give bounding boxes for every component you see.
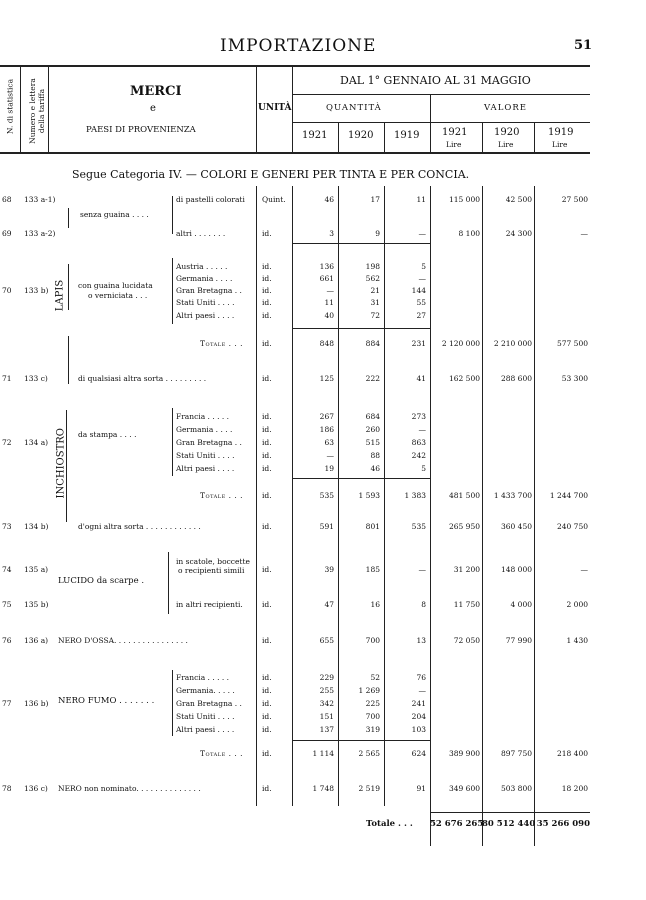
row-label: Altri paesi . . . . <box>176 311 235 320</box>
unit-cell: id. <box>262 712 272 721</box>
quantity-cell: 222 <box>365 374 380 383</box>
value-cell: 27 500 <box>561 195 588 204</box>
quantity-cell: 46 <box>324 195 334 204</box>
quantity-cell: 801 <box>365 522 380 531</box>
unit-cell: id. <box>262 451 272 460</box>
lire-label: Lire <box>446 140 462 149</box>
unit-cell: id. <box>262 749 272 758</box>
tariff-number: 134 a) <box>24 438 49 447</box>
unit-cell: id. <box>262 565 272 574</box>
stat-number: 73 <box>2 522 12 531</box>
quantity-cell: 41 <box>416 374 426 383</box>
quantity-cell: 535 <box>319 491 334 500</box>
year-v-1921: 1921 <box>442 127 468 138</box>
value-cell: 481 500 <box>448 491 480 500</box>
grand-total-label: Totale . . . <box>366 819 413 829</box>
year-q-1921: 1921 <box>302 130 328 141</box>
row-label: Gran Bretagna . . <box>176 438 242 447</box>
value-cell: 577 500 <box>556 339 588 348</box>
quantity-cell: 229 <box>319 673 334 682</box>
quantity-cell: 242 <box>411 451 426 460</box>
year-v-1920: 1920 <box>494 127 520 138</box>
lire-label: Lire <box>552 140 568 149</box>
quantity-cell: 39 <box>324 565 334 574</box>
row-label: Germania . . . . <box>176 274 233 283</box>
stat-number: 76 <box>2 636 12 645</box>
row-label: Stati Uniti . . . . <box>176 451 235 460</box>
unit-cell: id. <box>262 274 272 283</box>
value-cell: 288 600 <box>500 374 532 383</box>
quantity-cell: 267 <box>319 412 334 421</box>
year-v-1919: 1919 <box>548 127 574 138</box>
brace <box>172 670 173 736</box>
body-rule <box>384 186 385 806</box>
quantity-cell: 241 <box>411 699 426 708</box>
quantity-cell: 2 565 <box>358 749 380 758</box>
unit-cell: id. <box>262 464 272 473</box>
unit-cell: id. <box>262 339 272 348</box>
quantity-cell: 1 593 <box>358 491 380 500</box>
tariff-number: 134 b) <box>24 522 49 531</box>
header-divider <box>384 122 385 152</box>
unit-cell: id. <box>262 298 272 307</box>
quantity-cell: 8 <box>421 600 426 609</box>
unit-cell: id. <box>262 311 272 320</box>
quantity-cell: 91 <box>416 784 426 793</box>
quantity-cell: — <box>326 451 334 460</box>
col-tariff: Numero e lettera della tariffa <box>28 78 46 144</box>
brace <box>172 196 173 234</box>
label-lucido: LUCIDO da scarpe . <box>58 576 145 586</box>
body-rule <box>482 186 483 846</box>
row-label: Francia . . . . . <box>176 673 230 682</box>
quantity-cell: 198 <box>365 262 380 271</box>
quantity-cell: 273 <box>411 412 426 421</box>
unit-cell: Quint. <box>262 195 286 204</box>
value-cell: 4 000 <box>510 600 532 609</box>
unit-cell: id. <box>262 425 272 434</box>
col-quantita: QUANTITÀ <box>326 103 382 113</box>
quantity-cell: 1 269 <box>358 686 380 695</box>
page-title: IMPORTAZIONE <box>220 36 377 56</box>
header-divider <box>292 94 590 95</box>
row-label: in altri recipienti. <box>176 600 243 609</box>
value-cell: 389 900 <box>448 749 480 758</box>
value-cell: 240 750 <box>556 522 588 531</box>
tariff-number: 133 a-2) <box>24 229 56 238</box>
header-divider <box>430 94 431 152</box>
col-e: e <box>150 103 156 114</box>
tariff-number: 133 c) <box>24 374 48 383</box>
col-paesi: PAESI DI PROVENIENZA <box>86 125 196 135</box>
quantity-cell: 144 <box>411 286 426 295</box>
row-label: Francia . . . . . <box>176 412 230 421</box>
body-rule <box>338 186 339 806</box>
stat-number: 72 <box>2 438 12 447</box>
header-top-rule <box>0 65 590 67</box>
body-rule <box>292 186 293 806</box>
quantity-cell: 204 <box>411 712 426 721</box>
header-divider <box>48 67 49 152</box>
unit-cell: id. <box>262 262 272 271</box>
quantity-cell: 319 <box>365 725 380 734</box>
col-merci: MERCI <box>130 84 182 99</box>
unit-cell: id. <box>262 686 272 695</box>
subtotal-label: Totale . . . <box>200 491 244 500</box>
body-rule <box>256 186 257 806</box>
header-divider <box>292 122 590 123</box>
brace <box>68 264 69 310</box>
quantity-cell: 76 <box>416 673 426 682</box>
quantity-cell: — <box>418 274 426 283</box>
value-cell: 1 433 700 <box>493 491 532 500</box>
page-number: 51 <box>574 38 593 53</box>
value-cell: 53 300 <box>561 374 588 383</box>
quantity-cell: 19 <box>324 464 334 473</box>
quantity-cell: 5 <box>421 464 426 473</box>
quantity-cell: 11 <box>324 298 334 307</box>
unit-cell: id. <box>262 600 272 609</box>
quantity-cell: 136 <box>319 262 334 271</box>
value-cell: 8 100 <box>458 229 480 238</box>
sum-rule <box>292 328 430 329</box>
quantity-cell: 13 <box>416 636 426 645</box>
quantity-cell: 11 <box>416 195 426 204</box>
tariff-number: 135 b) <box>24 600 49 609</box>
brace <box>172 258 173 324</box>
quantity-cell: 27 <box>416 311 426 320</box>
quantity-cell: 515 <box>365 438 380 447</box>
row-label: Austria . . . . . <box>176 262 228 271</box>
quantity-cell: 1 383 <box>404 491 426 500</box>
stat-number: 68 <box>2 195 12 204</box>
stat-number: 70 <box>2 286 12 295</box>
body-rule <box>534 186 535 846</box>
value-cell: 349 600 <box>448 784 480 793</box>
grand-total-1920: 80 512 440 <box>482 819 536 829</box>
group-inchiostro: INCHIOSTRO <box>55 428 67 499</box>
col-period: DAL 1° GENNAIO AL 31 MAGGIO <box>340 74 531 87</box>
header-bottom-rule <box>0 152 590 154</box>
quantity-cell: 884 <box>365 339 380 348</box>
grand-total-1919: 35 266 090 <box>536 819 590 829</box>
quantity-cell: 151 <box>319 712 334 721</box>
header-divider <box>482 122 483 152</box>
stat-number: 77 <box>2 699 12 708</box>
value-cell: 42 500 <box>505 195 532 204</box>
value-cell: 265 950 <box>448 522 480 531</box>
brace <box>68 208 69 228</box>
quantity-cell: 255 <box>319 686 334 695</box>
quantity-cell: 125 <box>319 374 334 383</box>
quantity-cell: 186 <box>319 425 334 434</box>
unit-cell: id. <box>262 522 272 531</box>
brace <box>172 408 173 476</box>
value-cell: 11 750 <box>453 600 480 609</box>
value-cell: 18 200 <box>561 784 588 793</box>
row-label: Stati Uniti . . . . <box>176 712 235 721</box>
quantity-cell: 9 <box>375 229 380 238</box>
quantity-cell: 63 <box>324 438 334 447</box>
group-lapis: LAPIS <box>54 279 66 312</box>
quantity-cell: 185 <box>365 565 380 574</box>
col-stat: N. di statistica <box>5 78 15 135</box>
quantity-cell: — <box>326 286 334 295</box>
value-cell: 1 430 <box>566 636 588 645</box>
label-nero-fumo: NERO FUMO . . . . . . . <box>58 696 155 706</box>
year-q-1919: 1919 <box>394 130 420 141</box>
quantity-cell: 52 <box>370 673 380 682</box>
quantity-cell: — <box>418 425 426 434</box>
quantity-cell: 2 519 <box>358 784 380 793</box>
value-cell: — <box>580 565 588 574</box>
quantity-cell: 46 <box>370 464 380 473</box>
value-cell: 162 500 <box>448 374 480 383</box>
quantity-cell: 21 <box>370 286 380 295</box>
row-label: di pastelli colorati <box>176 195 245 204</box>
row-label: Germania . . . . <box>176 425 233 434</box>
value-cell: 148 000 <box>500 565 532 574</box>
quantity-cell: 1 748 <box>312 784 334 793</box>
header-divider <box>338 122 339 152</box>
stat-number: 78 <box>2 784 12 793</box>
header-divider <box>534 122 535 152</box>
stat-number: 75 <box>2 600 12 609</box>
row-label: Altri paesi . . . . <box>176 464 235 473</box>
row-label: Gran Bretagna . . <box>176 699 242 708</box>
quantity-cell: — <box>418 229 426 238</box>
row-label: altri . . . . . . . <box>176 229 226 238</box>
unit-cell: id. <box>262 286 272 295</box>
subtotal-label: Totale . . . <box>200 749 244 758</box>
quantity-cell: 591 <box>319 522 334 531</box>
value-cell: — <box>580 229 588 238</box>
quantity-cell: 103 <box>411 725 426 734</box>
unit-cell: id. <box>262 673 272 682</box>
quantity-cell: 17 <box>370 195 380 204</box>
sum-rule <box>430 812 590 813</box>
quantity-cell: 655 <box>319 636 334 645</box>
quantity-cell: 16 <box>370 600 380 609</box>
row-label: Stati Uniti . . . . <box>176 298 235 307</box>
quantity-cell: 562 <box>365 274 380 283</box>
quantity-cell: 700 <box>365 712 380 721</box>
unit-cell: id. <box>262 725 272 734</box>
tariff-number: 136 c) <box>24 784 48 793</box>
stat-number: 71 <box>2 374 12 383</box>
stat-number: 74 <box>2 565 12 574</box>
label-con-guaina: con guaina lucidata <box>78 281 153 290</box>
quantity-cell: 31 <box>370 298 380 307</box>
value-cell: 2 120 000 <box>441 339 480 348</box>
quantity-cell: — <box>418 565 426 574</box>
quantity-cell: 88 <box>370 451 380 460</box>
value-cell: 77 990 <box>505 636 532 645</box>
label-senza-guaina: senza guaina . . . . <box>80 210 149 219</box>
value-cell: 897 750 <box>500 749 532 758</box>
label-in-scatole-2: o recipienti simili <box>178 566 245 575</box>
quantity-cell: 1 114 <box>312 749 334 758</box>
unit-cell: id. <box>262 374 272 383</box>
year-q-1920: 1920 <box>348 130 374 141</box>
quantity-cell: 72 <box>370 311 380 320</box>
row-label: di qualsiasi altra sorta . . . . . . . . . <box>78 374 207 383</box>
quantity-cell: 661 <box>319 274 334 283</box>
row-label: Altri paesi . . . . <box>176 725 235 734</box>
header-divider <box>292 67 293 152</box>
unit-cell: id. <box>262 229 272 238</box>
value-cell: 31 200 <box>453 565 480 574</box>
quantity-cell: 3 <box>329 229 334 238</box>
quantity-cell: — <box>418 686 426 695</box>
label-in-scatole-1: in scatole, boccette <box>176 557 250 566</box>
tariff-number: 133 b) <box>24 286 49 295</box>
value-cell: 72 050 <box>453 636 480 645</box>
quantity-cell: 342 <box>319 699 334 708</box>
quantity-cell: 47 <box>324 600 334 609</box>
quantity-cell: 55 <box>416 298 426 307</box>
col-unita: UNITÀ <box>258 103 292 113</box>
value-cell: 360 450 <box>500 522 532 531</box>
tariff-number: 136 a) <box>24 636 49 645</box>
quantity-cell: 137 <box>319 725 334 734</box>
quantity-cell: 624 <box>411 749 426 758</box>
row-label: Gran Bretagna . . <box>176 286 242 295</box>
value-cell: 115 000 <box>448 195 480 204</box>
unit-cell: id. <box>262 636 272 645</box>
value-cell: 24 300 <box>505 229 532 238</box>
label-verniciata: o verniciata . . . <box>88 291 148 300</box>
row-label: NERO D'OSSA. . . . . . . . . . . . . . . . <box>58 636 188 645</box>
stat-number: 69 <box>2 229 12 238</box>
value-cell: 1 244 700 <box>549 491 588 500</box>
body-rule <box>430 186 431 846</box>
quantity-cell: 225 <box>365 699 380 708</box>
header-divider <box>20 67 21 152</box>
value-cell: 503 800 <box>500 784 532 793</box>
sum-rule <box>292 243 430 244</box>
value-cell: 218 400 <box>556 749 588 758</box>
unit-cell: id. <box>262 784 272 793</box>
header-divider <box>256 67 257 152</box>
value-cell: 2 210 000 <box>493 339 532 348</box>
quantity-cell: 260 <box>365 425 380 434</box>
unit-cell: id. <box>262 491 272 500</box>
unit-cell: id. <box>262 412 272 421</box>
grand-total-1921: 52 676 265 <box>430 819 484 829</box>
quantity-cell: 40 <box>324 311 334 320</box>
col-valore: VALORE <box>484 103 527 113</box>
brace <box>168 552 169 614</box>
row-label: d'ogni altra sorta . . . . . . . . . . . . <box>78 522 201 531</box>
lire-label: Lire <box>498 140 514 149</box>
tariff-number: 133 a-1) <box>24 195 56 204</box>
sum-rule <box>292 478 430 479</box>
category-line: Segue Categoria IV. — COLORI E GENERI PER TINTA E PER CONCIA. <box>72 168 470 181</box>
quantity-cell: 5 <box>421 262 426 271</box>
tariff-number: 136 b) <box>24 699 49 708</box>
quantity-cell: 700 <box>365 636 380 645</box>
quantity-cell: 231 <box>411 339 426 348</box>
row-label: Germania. . . . . <box>176 686 235 695</box>
quantity-cell: 535 <box>411 522 426 531</box>
brace <box>68 336 69 384</box>
unit-cell: id. <box>262 438 272 447</box>
quantity-cell: 848 <box>319 339 334 348</box>
value-cell: 2 000 <box>566 600 588 609</box>
row-label: NERO non nominato. . . . . . . . . . . . . . <box>58 784 201 793</box>
quantity-cell: 863 <box>411 438 426 447</box>
sum-rule <box>292 740 430 741</box>
tariff-number: 135 a) <box>24 565 49 574</box>
subtotal-label: Totale . . . <box>200 339 244 348</box>
quantity-cell: 684 <box>365 412 380 421</box>
label-da-stampa: da stampa . . . . <box>78 430 137 439</box>
unit-cell: id. <box>262 699 272 708</box>
